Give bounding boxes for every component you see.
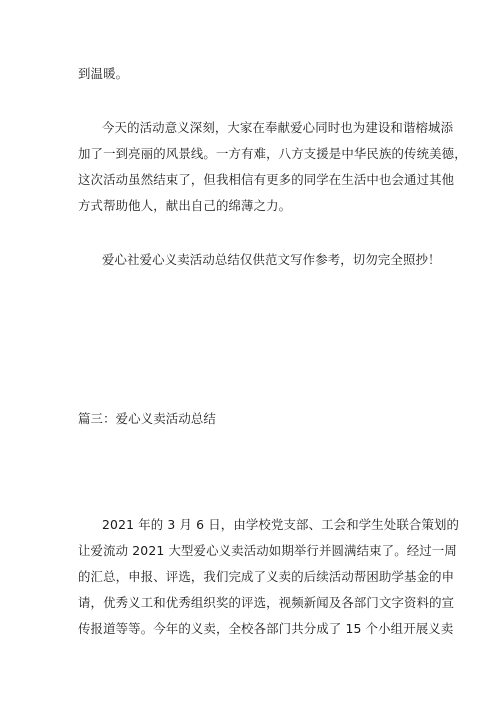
- paragraph-line: 让爱流动 2021 大型爱心义卖活动如期举行并圆满结束了。经过一周: [78, 543, 457, 558]
- section-heading: 篇三：爱心义卖活动总结: [78, 411, 216, 426]
- paragraph-line: 传报道等等。今年的义卖，全校各部门共分成了 15 个小组开展义卖: [78, 621, 454, 636]
- paragraph-line: 请，优秀义工和优秀组织奖的评选，视频新闻及各部门文字资料的宣: [78, 595, 455, 610]
- paragraph-line: 加了一到亮丽的风景线。一方有难，八方支援是中华民族的传统美德，: [78, 146, 467, 161]
- paragraph-line: 今天的活动意义深刻，大家在奉献爱心同时也为建设和谐榕城添: [102, 120, 454, 135]
- paragraph-line: 方式帮助他人，献出自己的绵薄之力。: [78, 198, 292, 213]
- disclaimer-text: 爱心社爱心义卖活动总结仅供范文写作参考，切勿完全照抄！: [102, 252, 441, 267]
- paragraph-line: 2021 年的 3 月 6 日，由学校党支部、工会和学生处联合策划的: [102, 517, 460, 532]
- paragraph-line: 这次活动虽然结束了，但我相信有更多的同学在生活中也会通过其他: [78, 172, 455, 187]
- paragraph-end-line: 到温暖。: [78, 66, 129, 81]
- paragraph-line: 的汇总，申报、评选，我们完成了义卖的后续活动帮困助学基金的申: [78, 569, 455, 584]
